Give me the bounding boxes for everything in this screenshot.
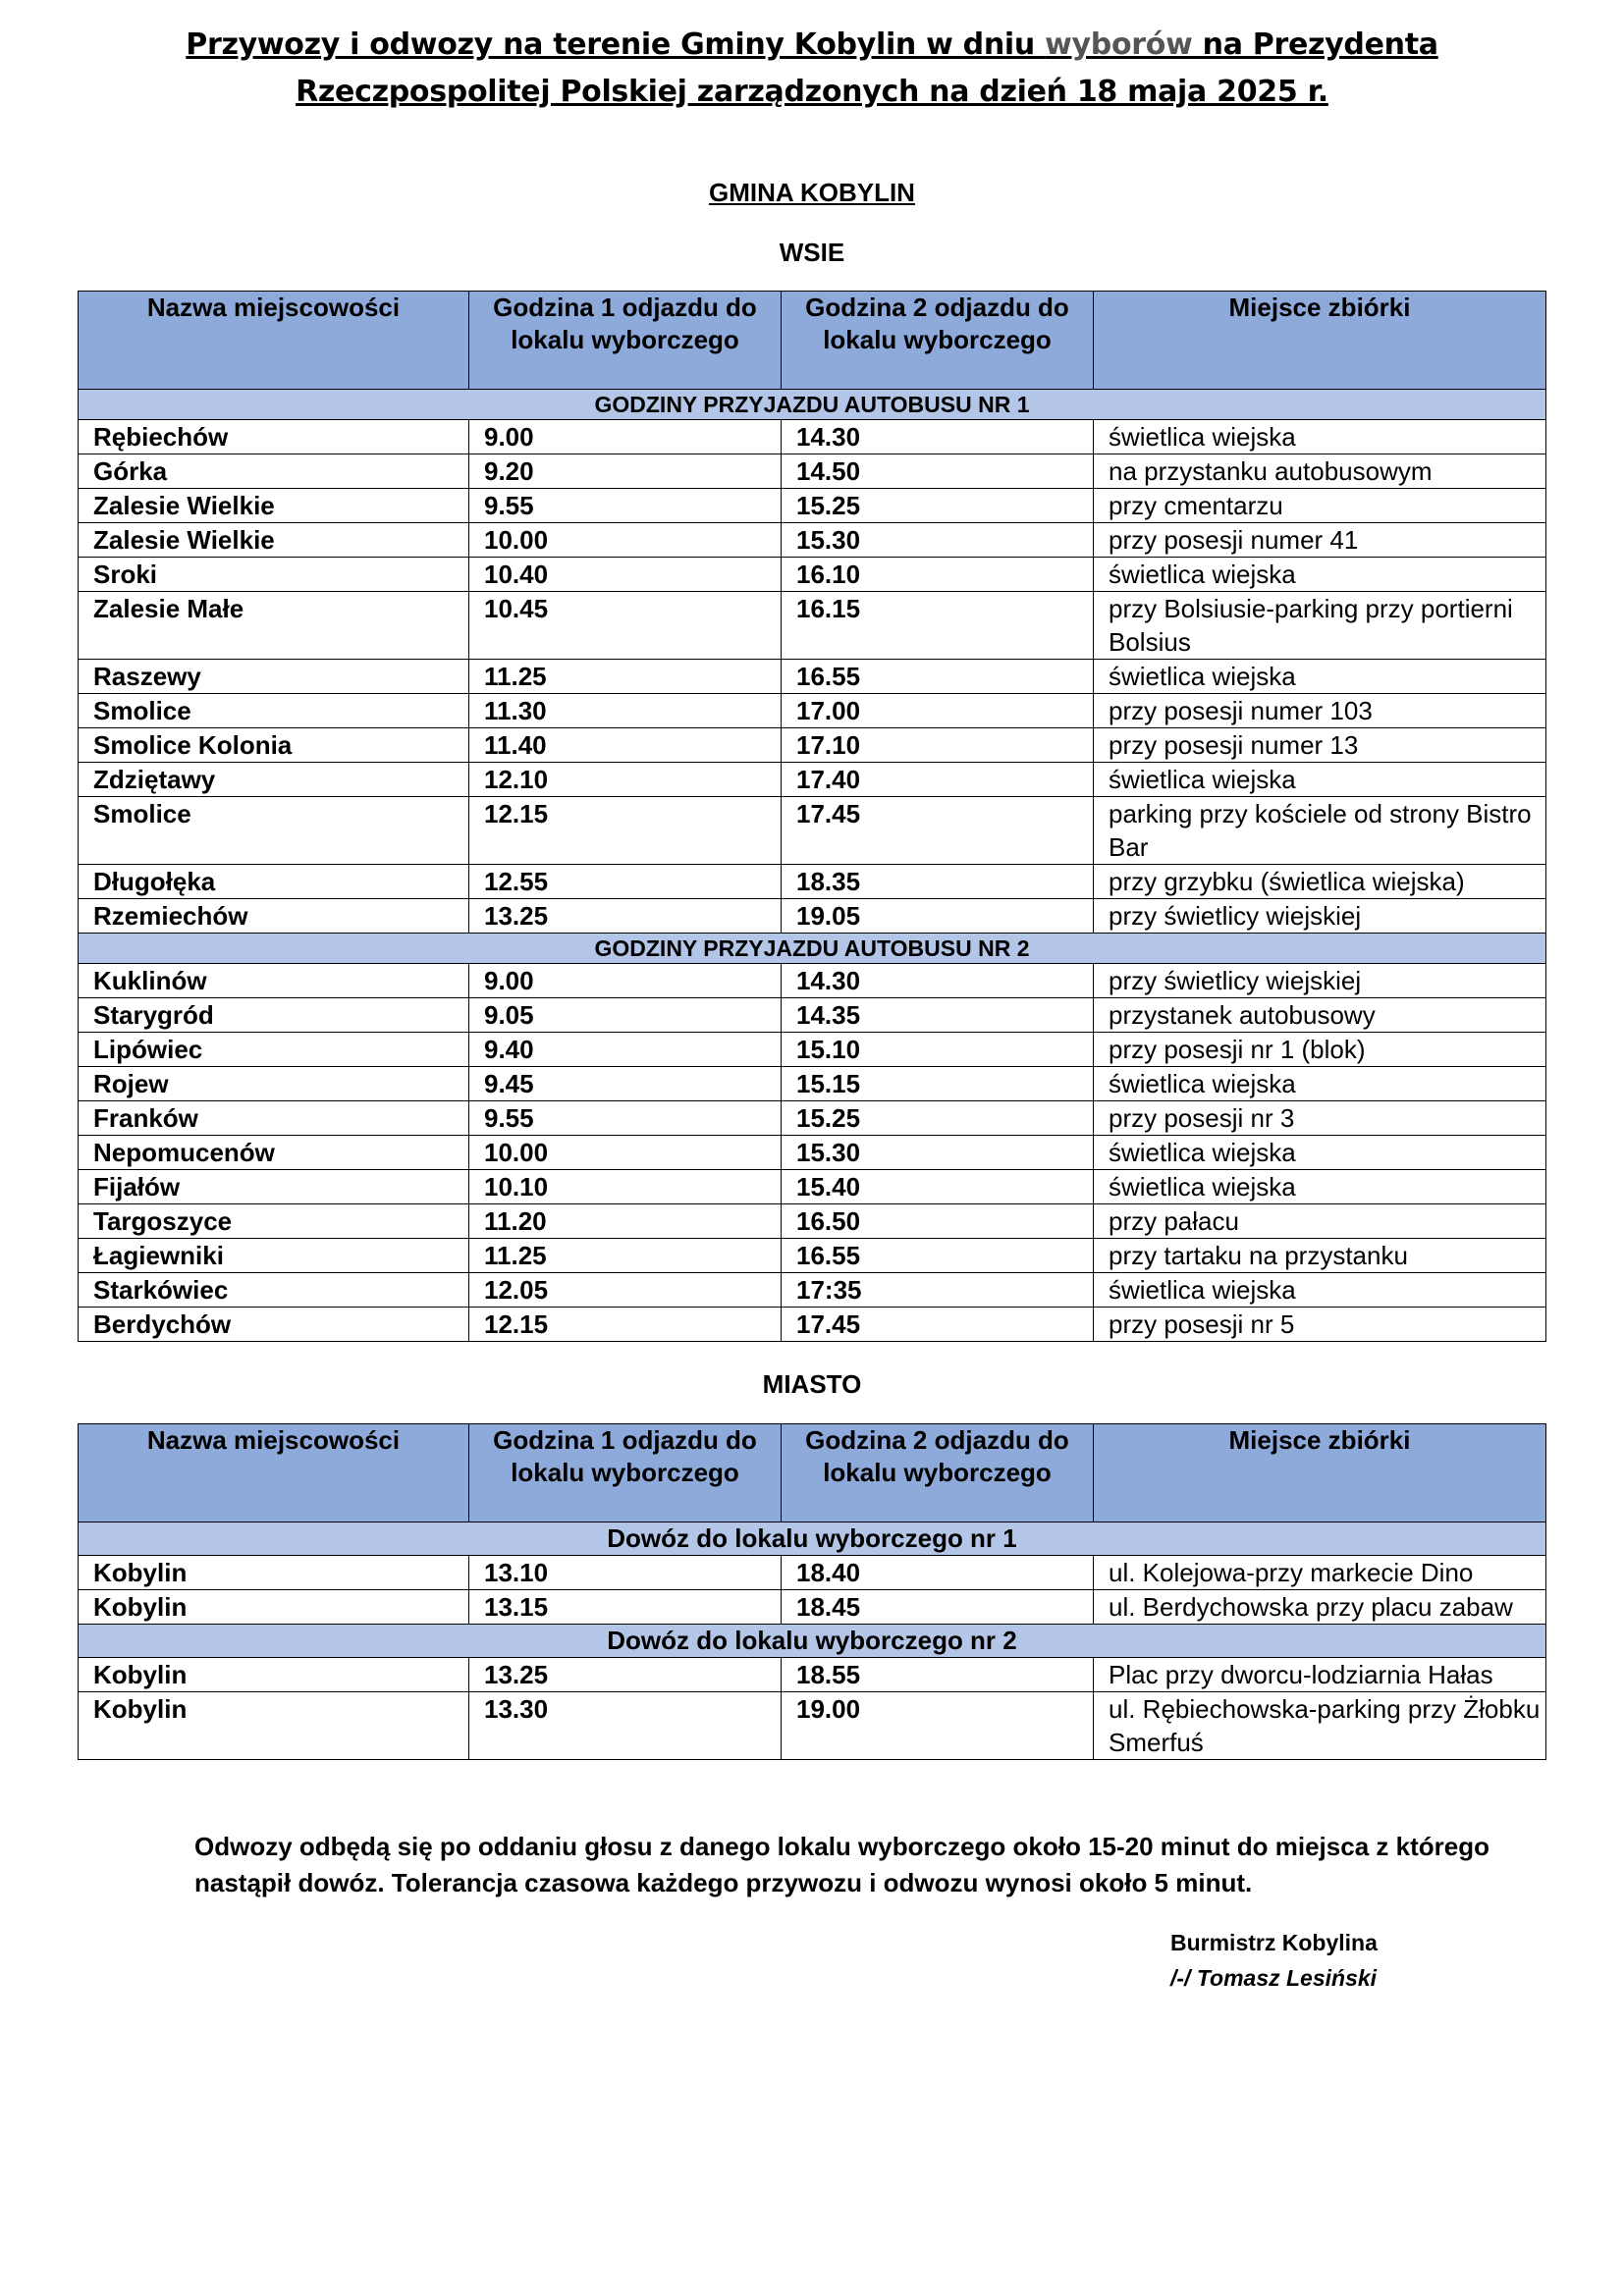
group-row xyxy=(79,934,1546,964)
locality-cell: Smolice xyxy=(79,694,469,728)
meeting-place-cell: świetlica wiejska xyxy=(1094,763,1546,797)
meeting-place-cell: świetlica wiejska xyxy=(1094,1170,1546,1204)
title-line2: Rzeczpospolitej Polskiej zarządzonych na dzień 18 maja 2025 r. xyxy=(296,75,1328,109)
table-row xyxy=(79,1239,1546,1273)
departure-1-cell: 12.05 xyxy=(469,1273,782,1308)
departure-2-cell: 17.45 xyxy=(782,797,1094,865)
departure-1-cell: 9.05 xyxy=(469,998,782,1033)
table-row xyxy=(79,1204,1546,1239)
departure-1-cell: 13.25 xyxy=(469,1658,782,1692)
locality-cell: Zalesie Wielkie xyxy=(79,523,469,558)
group-label: Dowóz do lokalu wyborczego nr 1 xyxy=(79,1522,1546,1556)
table-row xyxy=(79,1590,1546,1625)
locality-cell: Starygród xyxy=(79,998,469,1033)
table-row xyxy=(79,763,1546,797)
locality-cell: Fijałów xyxy=(79,1170,469,1204)
departure-2-cell: 18.45 xyxy=(782,1590,1094,1625)
departure-1-cell: 9.45 xyxy=(469,1067,782,1101)
departure-2-cell: 15.25 xyxy=(782,489,1094,523)
locality-cell: Franków xyxy=(79,1101,469,1136)
group-row xyxy=(79,390,1546,420)
departure-2-cell: 17.00 xyxy=(782,694,1094,728)
header-dep2: Godzina 2 odjazdu do lokalu wyborczego xyxy=(782,292,1094,390)
departure-1-cell: 13.10 xyxy=(469,1556,782,1590)
departure-2-cell: 15.30 xyxy=(782,523,1094,558)
meeting-place-cell: Plac przy dworcu-lodziarnia Hałas xyxy=(1094,1658,1546,1692)
locality-cell: Smolice Kolonia xyxy=(79,728,469,763)
departure-1-cell: 13.30 xyxy=(469,1692,782,1760)
departure-1-cell: 11.40 xyxy=(469,728,782,763)
departure-2-cell: 14.35 xyxy=(782,998,1094,1033)
wsie-header-row xyxy=(79,292,1546,390)
departure-1-cell: 9.40 xyxy=(469,1033,782,1067)
departure-2-cell: 14.30 xyxy=(782,964,1094,998)
meeting-place-cell: przy pałacu xyxy=(1094,1204,1546,1239)
departure-2-cell: 16.10 xyxy=(782,558,1094,592)
departure-1-cell: 11.30 xyxy=(469,694,782,728)
header-dep2: Godzina 2 odjazdu do lokalu wyborczego xyxy=(782,1424,1094,1522)
meeting-place-cell: przy posesji nr 3 xyxy=(1094,1101,1546,1136)
locality-cell: Zalesie Wielkie xyxy=(79,489,469,523)
wsie-heading: WSIE xyxy=(779,238,845,267)
departure-1-cell: 11.25 xyxy=(469,1239,782,1273)
header-name: Nazwa miejscowości xyxy=(79,1424,469,1522)
table-row xyxy=(79,420,1546,454)
table-row xyxy=(79,1033,1546,1067)
meeting-place-cell: świetlica wiejska xyxy=(1094,558,1546,592)
meeting-place-cell: przy Bolsiusie-parking przy portierni Bolsius xyxy=(1094,592,1546,660)
header-place: Miejsce zbiórki xyxy=(1094,1424,1546,1522)
departure-2-cell: 17.10 xyxy=(782,728,1094,763)
group-label: Dowóz do lokalu wyborczego nr 2 xyxy=(79,1625,1546,1658)
meeting-place-cell: przystanek autobusowy xyxy=(1094,998,1546,1033)
locality-cell: Rębiechów xyxy=(79,420,469,454)
departure-2-cell: 15.40 xyxy=(782,1170,1094,1204)
departure-2-cell: 15.10 xyxy=(782,1033,1094,1067)
meeting-place-cell: świetlica wiejska xyxy=(1094,1136,1546,1170)
locality-cell: Raszewy xyxy=(79,660,469,694)
miasto-heading: MIASTO xyxy=(762,1369,862,1399)
miasto-header-row xyxy=(79,1424,1546,1522)
table-row xyxy=(79,797,1546,865)
locality-cell: Kobylin xyxy=(79,1590,469,1625)
departure-1-cell: 9.20 xyxy=(469,454,782,489)
header-dep1: Godzina 1 odjazdu do lokalu wyborczego xyxy=(469,292,782,390)
title-highlight: wyborów xyxy=(1045,27,1193,62)
table-row xyxy=(79,1067,1546,1101)
group-row xyxy=(79,1522,1546,1556)
departure-1-cell: 9.55 xyxy=(469,1101,782,1136)
table-row xyxy=(79,1308,1546,1342)
locality-cell: Górka xyxy=(79,454,469,489)
table-row xyxy=(79,1556,1546,1590)
signature-role: Burmistrz Kobylina xyxy=(1170,1930,1378,1955)
departure-1-cell: 9.00 xyxy=(469,420,782,454)
meeting-place-cell: ul. Berdychowska przy placu zabaw xyxy=(1094,1590,1546,1625)
table-row xyxy=(79,899,1546,934)
departure-1-cell: 9.55 xyxy=(469,489,782,523)
table-row xyxy=(79,523,1546,558)
meeting-place-cell: świetlica wiejska xyxy=(1094,1067,1546,1101)
table-row xyxy=(79,964,1546,998)
title-part2: na Prezydenta xyxy=(1192,27,1438,62)
header-place: Miejsce zbiórki xyxy=(1094,292,1546,390)
table-row xyxy=(79,558,1546,592)
departure-2-cell: 16.55 xyxy=(782,1239,1094,1273)
departure-2-cell: 19.00 xyxy=(782,1692,1094,1760)
locality-cell: Łagiewniki xyxy=(79,1239,469,1273)
table-row xyxy=(79,454,1546,489)
table-row xyxy=(79,694,1546,728)
meeting-place-cell: świetlica wiejska xyxy=(1094,1273,1546,1308)
departure-1-cell: 9.00 xyxy=(469,964,782,998)
locality-cell: Berdychów xyxy=(79,1308,469,1342)
departure-2-cell: 15.15 xyxy=(782,1067,1094,1101)
meeting-place-cell: przy cmentarzu xyxy=(1094,489,1546,523)
locality-cell: Zdziętawy xyxy=(79,763,469,797)
gmina-heading: GMINA KOBYLIN xyxy=(709,178,915,207)
departure-1-cell: 12.15 xyxy=(469,797,782,865)
departure-2-cell: 15.25 xyxy=(782,1101,1094,1136)
departure-1-cell: 10.45 xyxy=(469,592,782,660)
miasto-table xyxy=(78,1423,1546,1760)
meeting-place-cell: przy posesji numer 103 xyxy=(1094,694,1546,728)
locality-cell: Rzemiechów xyxy=(79,899,469,934)
locality-cell: Kuklinów xyxy=(79,964,469,998)
departure-1-cell: 12.15 xyxy=(469,1308,782,1342)
departure-2-cell: 14.30 xyxy=(782,420,1094,454)
departure-1-cell: 10.40 xyxy=(469,558,782,592)
signature-name: /-/ Tomasz Lesiński xyxy=(1170,1965,1378,1991)
departure-2-cell: 19.05 xyxy=(782,899,1094,934)
meeting-place-cell: świetlica wiejska xyxy=(1094,660,1546,694)
locality-cell: Zalesie Małe xyxy=(79,592,469,660)
departure-1-cell: 10.00 xyxy=(469,523,782,558)
departure-1-cell: 10.00 xyxy=(469,1136,782,1170)
departure-2-cell: 17:35 xyxy=(782,1273,1094,1308)
departure-1-cell: 10.10 xyxy=(469,1170,782,1204)
document-title xyxy=(79,22,1545,116)
departure-2-cell: 17.40 xyxy=(782,763,1094,797)
departure-2-cell: 18.55 xyxy=(782,1658,1094,1692)
table-row xyxy=(79,865,1546,899)
departure-2-cell: 18.40 xyxy=(782,1556,1094,1590)
header-name: Nazwa miejscowości xyxy=(79,292,469,390)
meeting-place-cell: ul. Kolejowa-przy markecie Dino xyxy=(1094,1556,1546,1590)
title-part1: Przywozy i odwozy na terenie Gminy Kobylin w dniu xyxy=(186,27,1046,62)
meeting-place-cell: ul. Rębiechowska-parking przy Żłobku Smerfuś xyxy=(1094,1692,1546,1760)
table-row xyxy=(79,660,1546,694)
locality-cell: Smolice xyxy=(79,797,469,865)
header-dep1: Godzina 1 odjazdu do lokalu wyborczego xyxy=(469,1424,782,1522)
table-row xyxy=(79,592,1546,660)
departure-1-cell: 11.25 xyxy=(469,660,782,694)
meeting-place-cell: przy posesji numer 13 xyxy=(1094,728,1546,763)
departure-1-cell: 11.20 xyxy=(469,1204,782,1239)
table-row xyxy=(79,728,1546,763)
departure-1-cell: 13.25 xyxy=(469,899,782,934)
departure-2-cell: 16.15 xyxy=(782,592,1094,660)
departure-2-cell: 17.45 xyxy=(782,1308,1094,1342)
locality-cell: Lipówiec xyxy=(79,1033,469,1067)
locality-cell: Kobylin xyxy=(79,1556,469,1590)
locality-cell: Kobylin xyxy=(79,1692,469,1760)
locality-cell: Nepomucenów xyxy=(79,1136,469,1170)
locality-cell: Targoszyce xyxy=(79,1204,469,1239)
locality-cell: Długołęka xyxy=(79,865,469,899)
group-row xyxy=(79,1625,1546,1658)
meeting-place-cell: świetlica wiejska xyxy=(1094,420,1546,454)
meeting-place-cell: przy świetlicy wiejskiej xyxy=(1094,964,1546,998)
footer-note: Odwozy odbędą się po oddaniu głosu z danego lokalu wyborczego około 15-20 minut do miejsca z którego nastąpił dowóz. Tolerancja czasowa każdego przywozu i odwozu wynosi około 5 minut. xyxy=(194,1832,1489,1897)
departure-2-cell: 14.50 xyxy=(782,454,1094,489)
meeting-place-cell: przy posesji numer 41 xyxy=(1094,523,1546,558)
locality-cell: Sroki xyxy=(79,558,469,592)
meeting-place-cell: przy tartaku na przystanku xyxy=(1094,1239,1546,1273)
table-row xyxy=(79,1101,1546,1136)
departure-2-cell: 18.35 xyxy=(782,865,1094,899)
locality-cell: Rojew xyxy=(79,1067,469,1101)
locality-cell: Starkówiec xyxy=(79,1273,469,1308)
departure-1-cell: 12.55 xyxy=(469,865,782,899)
meeting-place-cell: przy świetlicy wiejskiej xyxy=(1094,899,1546,934)
table-row xyxy=(79,489,1546,523)
table-row xyxy=(79,1658,1546,1692)
meeting-place-cell: przy posesji nr 5 xyxy=(1094,1308,1546,1342)
meeting-place-cell: przy grzybku (świetlica wiejska) xyxy=(1094,865,1546,899)
group-label: GODZINY PRZYJAZDU AUTOBUSU NR 2 xyxy=(79,934,1546,964)
table-row xyxy=(79,1692,1546,1760)
departure-2-cell: 15.30 xyxy=(782,1136,1094,1170)
departure-1-cell: 13.15 xyxy=(469,1590,782,1625)
meeting-place-cell: parking przy kościele od strony Bistro Bar xyxy=(1094,797,1546,865)
departure-2-cell: 16.55 xyxy=(782,660,1094,694)
table-row xyxy=(79,1273,1546,1308)
group-label: GODZINY PRZYJAZDU AUTOBUSU NR 1 xyxy=(79,390,1546,420)
wsie-table xyxy=(78,291,1546,1342)
meeting-place-cell: przy posesji nr 1 (blok) xyxy=(1094,1033,1546,1067)
locality-cell: Kobylin xyxy=(79,1658,469,1692)
departure-1-cell: 12.10 xyxy=(469,763,782,797)
table-row xyxy=(79,1136,1546,1170)
table-row xyxy=(79,1170,1546,1204)
table-row xyxy=(79,998,1546,1033)
meeting-place-cell: na przystanku autobusowym xyxy=(1094,454,1546,489)
departure-2-cell: 16.50 xyxy=(782,1204,1094,1239)
